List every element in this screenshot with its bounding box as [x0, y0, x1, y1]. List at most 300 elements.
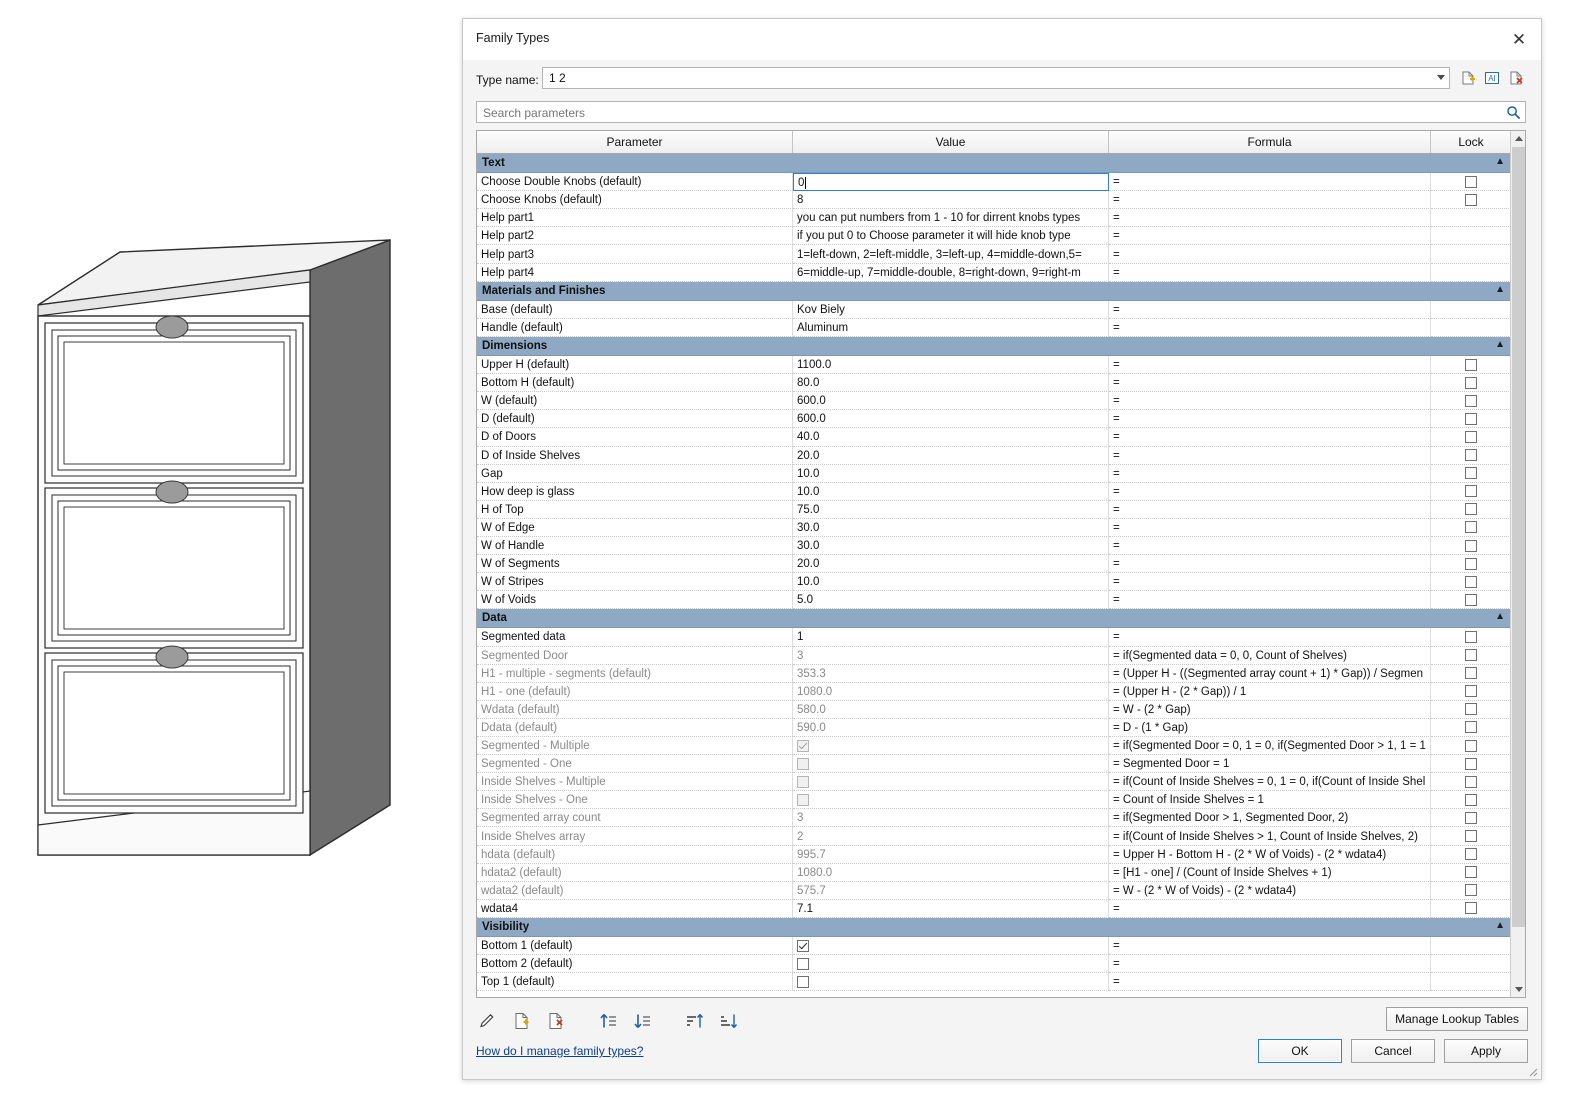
- parameter-formula-cell[interactable]: =: [1109, 973, 1431, 991]
- table-row[interactable]: [477, 447, 1511, 465]
- parameter-value-cell[interactable]: [793, 773, 1109, 791]
- table-row[interactable]: [477, 955, 1511, 973]
- parameter-value-cell[interactable]: [793, 173, 1109, 191]
- parameter-name-cell: Segmented - Multiple: [477, 737, 793, 755]
- parameter-lock-cell[interactable]: [1431, 519, 1511, 537]
- parameter-formula-cell[interactable]: =: [1109, 191, 1431, 209]
- parameter-formula-cell[interactable]: = (Upper H - (2 * Gap)) / 1: [1109, 683, 1431, 701]
- parameter-group-header[interactable]: [477, 337, 1511, 356]
- collapse-group-icon[interactable]: ▲: [1495, 283, 1505, 295]
- parameter-lock-cell[interactable]: [1431, 392, 1511, 410]
- cancel-button[interactable]: Cancel: [1351, 1039, 1435, 1063]
- parameter-lock-cell[interactable]: [1431, 501, 1511, 519]
- parameter-value-cell[interactable]: [793, 809, 1109, 827]
- parameter-value-cell[interactable]: [793, 245, 1109, 263]
- table-row[interactable]: [477, 501, 1511, 519]
- parameter-value-cell[interactable]: [793, 374, 1109, 392]
- parameter-formula-cell[interactable]: =: [1109, 555, 1431, 573]
- parameter-value-text: 995.7: [797, 848, 826, 861]
- parameter-formula-cell[interactable]: =: [1109, 264, 1431, 282]
- parameter-name-cell: Inside Shelves - Multiple: [477, 773, 793, 791]
- parameter-lock-cell[interactable]: [1431, 465, 1511, 483]
- table-row[interactable]: [477, 647, 1511, 665]
- search-icon[interactable]: [1506, 105, 1521, 120]
- parameter-name-cell: Bottom 2 (default): [477, 955, 793, 973]
- parameter-value-cell[interactable]: [793, 701, 1109, 719]
- parameter-name-cell: Help part2: [477, 227, 793, 245]
- parameter-value-text: 353.3: [797, 667, 826, 680]
- scrollbar-thumb[interactable]: [1512, 147, 1525, 927]
- table-row[interactable]: [477, 791, 1511, 809]
- parameter-name-cell: Segmented array count: [477, 809, 793, 827]
- search-input[interactable]: [481, 102, 1485, 124]
- parameter-lock-cell[interactable]: [1431, 591, 1511, 609]
- parameter-formula-cell[interactable]: =: [1109, 591, 1431, 609]
- chevron-down-icon[interactable]: [1437, 75, 1445, 80]
- parameter-lock-cell[interactable]: [1431, 264, 1511, 282]
- table-row[interactable]: [477, 846, 1511, 864]
- table-row[interactable]: [477, 245, 1511, 263]
- parameter-value-text: Kov Biely: [797, 303, 845, 316]
- lock-checkbox[interactable]: [1465, 576, 1477, 588]
- parameter-name-cell: Segmented data: [477, 628, 793, 646]
- move-up-button[interactable]: [596, 1009, 620, 1033]
- lock-checkbox[interactable]: [1465, 812, 1477, 824]
- parameter-value-cell[interactable]: [793, 319, 1109, 337]
- lock-checkbox[interactable]: [1465, 794, 1477, 806]
- parameter-formula-cell[interactable]: = (Upper H - ((Segmented array count + 1) * Gap)) / Segmen: [1109, 665, 1431, 683]
- parameter-value-cell[interactable]: [793, 591, 1109, 609]
- parameter-value-text: if you put 0 to Choose parameter it will hide knob type: [797, 230, 1071, 243]
- parameter-formula-cell[interactable]: =: [1109, 519, 1431, 537]
- lock-checkbox[interactable]: [1465, 830, 1477, 842]
- table-row[interactable]: [477, 410, 1511, 428]
- parameter-value-cell[interactable]: [793, 537, 1109, 555]
- table-row[interactable]: [477, 319, 1511, 337]
- parameter-formula-cell[interactable]: =: [1109, 301, 1431, 319]
- parameter-value-cell[interactable]: [793, 227, 1109, 245]
- table-row[interactable]: [477, 864, 1511, 882]
- parameter-lock-cell[interactable]: [1431, 209, 1511, 227]
- parameter-lock-cell[interactable]: [1431, 846, 1511, 864]
- table-row[interactable]: [477, 665, 1511, 683]
- parameter-formula-cell[interactable]: = if(Count of Inside Shelves = 0, 1 = 0, if(Count of Inside Shel: [1109, 773, 1431, 791]
- parameter-formula-cell[interactable]: =: [1109, 573, 1431, 591]
- parameter-lock-cell[interactable]: [1431, 410, 1511, 428]
- parameter-lock-cell[interactable]: [1431, 374, 1511, 392]
- parameter-value-cell[interactable]: [793, 791, 1109, 809]
- parameter-name-cell: Handle (default): [477, 319, 793, 337]
- parameter-value-cell[interactable]: [793, 900, 1109, 918]
- parameter-lock-cell[interactable]: [1431, 937, 1511, 955]
- scroll-up-icon[interactable]: [1511, 131, 1526, 146]
- value-checkbox[interactable]: [797, 776, 809, 788]
- collapse-group-icon[interactable]: ▲: [1495, 611, 1505, 623]
- lock-checkbox[interactable]: [1465, 740, 1477, 752]
- parameter-formula-cell[interactable]: =: [1109, 447, 1431, 465]
- sort-ascending-button[interactable]: [682, 1009, 706, 1033]
- parameter-formula-cell[interactable]: =: [1109, 537, 1431, 555]
- parameter-name-cell: wdata2 (default): [477, 882, 793, 900]
- parameter-formula-cell[interactable]: =: [1109, 374, 1431, 392]
- parameter-value-text: you can put numbers from 1 - 10 for dirrent knobs types: [797, 212, 1081, 225]
- parameter-value-text: 8: [797, 194, 804, 207]
- parameter-value-cell[interactable]: [793, 191, 1109, 209]
- parameter-name-cell: Top 1 (default): [477, 973, 793, 991]
- table-row[interactable]: [477, 809, 1511, 827]
- collapse-group-icon[interactable]: ▲: [1495, 156, 1505, 167]
- parameter-value-cell[interactable]: [793, 356, 1109, 374]
- parameter-name-cell: Help part3: [477, 245, 793, 263]
- parameter-value-cell[interactable]: [793, 937, 1109, 955]
- parameter-value-cell[interactable]: [793, 628, 1109, 646]
- lock-checkbox[interactable]: [1465, 449, 1477, 461]
- lock-checkbox[interactable]: [1465, 703, 1477, 715]
- parameter-value-text: Aluminum: [797, 321, 849, 334]
- value-checkbox[interactable]: [797, 794, 809, 806]
- parameter-lock-cell[interactable]: [1431, 882, 1511, 900]
- lock-checkbox[interactable]: [1465, 467, 1477, 479]
- lock-checkbox[interactable]: [1465, 395, 1477, 407]
- scroll-down-icon[interactable]: [1511, 982, 1526, 997]
- table-row[interactable]: [477, 483, 1511, 501]
- table-row[interactable]: [477, 537, 1511, 555]
- search-parameters-row[interactable]: [476, 101, 1526, 123]
- parameter-lock-cell[interactable]: [1431, 447, 1511, 465]
- parameter-name-cell: Inside Shelves - One: [477, 791, 793, 809]
- parameter-lock-cell[interactable]: [1431, 227, 1511, 245]
- parameter-lock-cell[interactable]: [1431, 245, 1511, 263]
- parameter-value-cell[interactable]: [793, 973, 1109, 991]
- parameter-name-cell: W of Edge: [477, 519, 793, 537]
- lock-checkbox[interactable]: [1465, 431, 1477, 443]
- parameter-name-cell: Choose Double Knobs (default): [477, 173, 793, 191]
- parameter-value-cell[interactable]: [793, 483, 1109, 501]
- dialog-buttons: [1258, 1039, 1528, 1063]
- table-row[interactable]: [477, 882, 1511, 900]
- parameter-formula-cell[interactable]: =: [1109, 501, 1431, 519]
- parameter-name-cell: Segmented Door: [477, 647, 793, 665]
- parameter-name-cell: D of Inside Shelves: [477, 447, 793, 465]
- parameter-value-text: 575.7: [797, 884, 826, 897]
- parameter-group-label: Text: [482, 157, 505, 170]
- resize-grip[interactable]: [1526, 1065, 1538, 1077]
- table-row[interactable]: [477, 356, 1511, 374]
- parameter-value-cell[interactable]: [793, 209, 1109, 227]
- parameter-value-cell[interactable]: [793, 465, 1109, 483]
- table-row[interactable]: [477, 701, 1511, 719]
- lock-checkbox[interactable]: [1465, 558, 1477, 570]
- lock-checkbox[interactable]: [1465, 377, 1477, 389]
- table-row[interactable]: [477, 555, 1511, 573]
- type-name-row: [463, 67, 1541, 97]
- lock-checkbox[interactable]: [1465, 685, 1477, 697]
- parameter-formula-cell[interactable]: =: [1109, 319, 1431, 337]
- lock-checkbox[interactable]: [1465, 721, 1477, 733]
- parameter-name-cell: Gap: [477, 465, 793, 483]
- parameter-value-cell[interactable]: [793, 573, 1109, 591]
- column-header-value[interactable]: Value: [793, 131, 1109, 153]
- lock-checkbox[interactable]: [1465, 485, 1477, 497]
- parameter-name-cell: H1 - multiple - segments (default): [477, 665, 793, 683]
- table-body: [477, 154, 1511, 998]
- parameter-lock-cell[interactable]: [1431, 301, 1511, 319]
- lock-checkbox[interactable]: [1465, 594, 1477, 606]
- parameter-value-text: 6=middle-up, 7=middle-double, 8=right-down, 9=right-m: [797, 266, 1081, 279]
- parameter-formula-cell[interactable]: =: [1109, 628, 1431, 646]
- parameter-value-text: 600.0: [797, 413, 826, 426]
- parameter-lock-cell[interactable]: [1431, 900, 1511, 918]
- parameter-formula-cell[interactable]: =: [1109, 483, 1431, 501]
- table-row[interactable]: [477, 827, 1511, 845]
- parameter-lock-cell[interactable]: [1431, 665, 1511, 683]
- table-row[interactable]: [477, 573, 1511, 591]
- parameter-group-header[interactable]: [477, 282, 1511, 301]
- table-row[interactable]: [477, 773, 1511, 791]
- parameter-value-text: 1=left-down, 2=left-middle, 3=left-up, 4=middle-down,5=: [797, 248, 1082, 261]
- parameter-formula-cell[interactable]: = if(Segmented data = 0, 0, Count of Shelves): [1109, 647, 1431, 665]
- parameter-name-cell: Help part4: [477, 264, 793, 282]
- parameter-formula-cell[interactable]: =: [1109, 428, 1431, 446]
- parameter-value-cell[interactable]: [793, 955, 1109, 973]
- parameter-value-text: 1080.0: [797, 866, 833, 879]
- lock-checkbox[interactable]: [1465, 884, 1477, 896]
- parameter-lock-cell[interactable]: [1431, 537, 1511, 555]
- parameter-value-cell[interactable]: [793, 737, 1109, 755]
- lock-checkbox[interactable]: [1465, 194, 1477, 206]
- parameter-value-cell[interactable]: [793, 864, 1109, 882]
- value-checkbox[interactable]: [797, 758, 809, 770]
- parameter-name-cell: D (default): [477, 410, 793, 428]
- parameter-formula-cell[interactable]: = [H1 - one] / (Count of Inside Shelves + 1): [1109, 864, 1431, 882]
- parameter-value-cell[interactable]: [793, 683, 1109, 701]
- parameter-formula-cell[interactable]: =: [1109, 356, 1431, 374]
- parameter-value-text: 590.0: [797, 721, 826, 734]
- table-row[interactable]: [477, 937, 1511, 955]
- table-row[interactable]: [477, 374, 1511, 392]
- parameter-value-text: 40.0: [797, 431, 820, 444]
- parameter-lock-cell[interactable]: [1431, 719, 1511, 737]
- lock-checkbox[interactable]: [1465, 359, 1477, 371]
- parameter-lock-cell[interactable]: [1431, 173, 1511, 191]
- table-row[interactable]: [477, 191, 1511, 209]
- table-row[interactable]: [477, 428, 1511, 446]
- parameter-value-text: 1100.0: [797, 359, 832, 372]
- parameter-value-text: 10.0: [797, 576, 820, 589]
- parameter-lock-cell[interactable]: [1431, 483, 1511, 501]
- lock-checkbox[interactable]: [1465, 521, 1477, 533]
- lock-checkbox[interactable]: [1465, 866, 1477, 878]
- close-icon[interactable]: ✕: [1511, 29, 1527, 49]
- parameter-lock-cell[interactable]: [1431, 356, 1511, 374]
- parameter-value-cell[interactable]: [793, 555, 1109, 573]
- parameter-value-cell[interactable]: [793, 447, 1109, 465]
- table-row[interactable]: [477, 209, 1511, 227]
- parameter-group-header[interactable]: [477, 154, 1511, 173]
- table-row[interactable]: [477, 591, 1511, 609]
- parameter-lock-cell[interactable]: [1431, 683, 1511, 701]
- parameter-value-text: 10.0: [797, 467, 820, 480]
- table-row[interactable]: [477, 227, 1511, 245]
- parameter-formula-cell[interactable]: = if(Segmented Door > 1, Segmented Door, 2): [1109, 809, 1431, 827]
- table-vertical-scrollbar[interactable]: [1510, 131, 1525, 997]
- table-row[interactable]: [477, 973, 1511, 991]
- parameter-formula-cell[interactable]: = if(Count of Inside Shelves > 1, Count of Inside Shelves, 2): [1109, 827, 1431, 845]
- table-row[interactable]: [477, 519, 1511, 537]
- table-row[interactable]: [477, 755, 1511, 773]
- cabinet-illustration: [20, 230, 440, 890]
- type-name-combobox[interactable]: [542, 67, 1450, 89]
- lock-checkbox[interactable]: [1465, 902, 1477, 914]
- parameter-formula-cell[interactable]: =: [1109, 900, 1431, 918]
- parameter-group-header[interactable]: [477, 609, 1511, 628]
- parameter-formula-cell[interactable]: = if(Segmented Door = 0, 1 = 0, if(Segmented Door > 1, 1 = 1: [1109, 737, 1431, 755]
- value-checkbox[interactable]: [797, 940, 809, 952]
- table-row[interactable]: [477, 628, 1511, 646]
- parameter-formula-cell[interactable]: =: [1109, 937, 1431, 955]
- collapse-group-icon[interactable]: ▲: [1495, 338, 1505, 350]
- parameter-lock-cell[interactable]: [1431, 955, 1511, 973]
- parameter-formula-cell[interactable]: =: [1109, 955, 1431, 973]
- parameter-value-cell[interactable]: [793, 647, 1109, 665]
- delete-type-icon[interactable]: [1505, 67, 1527, 89]
- lock-checkbox[interactable]: [1465, 503, 1477, 515]
- parameter-value-cell[interactable]: [793, 501, 1109, 519]
- parameter-lock-cell[interactable]: [1431, 555, 1511, 573]
- parameter-name-cell: Upper H (default): [477, 356, 793, 374]
- parameter-lock-cell[interactable]: [1431, 864, 1511, 882]
- column-header-lock[interactable]: Lock: [1458, 135, 1484, 149]
- parameter-formula-cell[interactable]: =: [1109, 245, 1431, 263]
- parameter-value-cell[interactable]: [793, 755, 1109, 773]
- parameter-formula-cell[interactable]: =: [1109, 410, 1431, 428]
- lock-checkbox[interactable]: [1465, 776, 1477, 788]
- table-row[interactable]: [477, 900, 1511, 918]
- parameter-lock-cell[interactable]: [1431, 809, 1511, 827]
- parameter-lock-cell[interactable]: [1431, 827, 1511, 845]
- table-header: [477, 131, 1525, 154]
- parameter-value-cell[interactable]: [793, 301, 1109, 319]
- parameter-formula-cell[interactable]: =: [1109, 392, 1431, 410]
- lock-checkbox[interactable]: [1465, 631, 1477, 643]
- value-checkbox[interactable]: [797, 740, 809, 752]
- lock-checkbox[interactable]: [1465, 848, 1477, 860]
- parameter-formula-cell[interactable]: =: [1109, 209, 1431, 227]
- parameter-name-cell: Inside Shelves array: [477, 827, 793, 845]
- parameter-formula-cell[interactable]: =: [1109, 227, 1431, 245]
- ok-button[interactable]: OK: [1258, 1039, 1342, 1063]
- table-row[interactable]: [477, 737, 1511, 755]
- lock-checkbox[interactable]: [1465, 540, 1477, 552]
- parameter-value-cell[interactable]: [793, 827, 1109, 845]
- parameter-formula-cell[interactable]: = Upper H - Bottom H - (2 * W of Voids) - (2 * wdata4): [1109, 846, 1431, 864]
- parameter-value-cell[interactable]: [793, 719, 1109, 737]
- collapse-group-icon[interactable]: ▲: [1495, 919, 1505, 931]
- parameter-formula-cell[interactable]: = W - (2 * W of Voids) - (2 * wdata4): [1109, 882, 1431, 900]
- parameter-value-cell[interactable]: [793, 846, 1109, 864]
- apply-button[interactable]: Apply: [1444, 1039, 1528, 1063]
- parameter-lock-cell[interactable]: [1431, 737, 1511, 755]
- parameter-lock-cell[interactable]: [1431, 628, 1511, 646]
- table-row[interactable]: [477, 392, 1511, 410]
- lock-checkbox[interactable]: [1465, 758, 1477, 770]
- parameter-value-cell[interactable]: [793, 428, 1109, 446]
- parameter-value-cell[interactable]: [793, 882, 1109, 900]
- parameter-lock-cell[interactable]: [1431, 973, 1511, 991]
- column-header-parameter[interactable]: Parameter: [477, 131, 793, 153]
- parameter-lock-cell[interactable]: [1431, 647, 1511, 665]
- parameter-lock-cell[interactable]: [1431, 791, 1511, 809]
- table-row[interactable]: [477, 719, 1511, 737]
- parameter-formula-cell[interactable]: = W - (2 * Gap): [1109, 701, 1431, 719]
- parameter-formula-cell[interactable]: =: [1109, 465, 1431, 483]
- parameter-lock-cell[interactable]: [1431, 573, 1511, 591]
- parameter-value-text: 0: [798, 176, 805, 189]
- parameter-value-cell[interactable]: [793, 665, 1109, 683]
- table-row[interactable]: [477, 173, 1511, 191]
- parameter-value-cell[interactable]: [793, 410, 1109, 428]
- parameter-name-cell: Segmented - One: [477, 755, 793, 773]
- lock-checkbox[interactable]: [1465, 667, 1477, 679]
- remove-parameter-button[interactable]: [544, 1009, 568, 1033]
- parameter-name-cell: W of Segments: [477, 555, 793, 573]
- table-row[interactable]: [477, 683, 1511, 701]
- parameter-formula-cell[interactable]: = D - (1 * Gap): [1109, 719, 1431, 737]
- parameter-value-text: 80.0: [797, 377, 820, 390]
- edit-parameter-button[interactable]: [476, 1009, 500, 1033]
- new-parameter-button[interactable]: [510, 1009, 534, 1033]
- parameter-formula-cell[interactable]: =: [1109, 173, 1431, 191]
- parameter-value-text: 3: [797, 812, 804, 825]
- table-row[interactable]: [477, 301, 1511, 319]
- parameter-value-cell[interactable]: [793, 392, 1109, 410]
- parameter-value-cell[interactable]: [793, 519, 1109, 537]
- rename-type-icon[interactable]: [1481, 67, 1503, 89]
- value-checkbox[interactable]: [797, 958, 809, 970]
- lock-checkbox[interactable]: [1465, 176, 1477, 188]
- table-row[interactable]: [477, 465, 1511, 483]
- lock-checkbox[interactable]: [1465, 413, 1477, 425]
- parameter-name-cell: hdata2 (default): [477, 864, 793, 882]
- table-row[interactable]: [477, 264, 1511, 282]
- parameter-lock-cell[interactable]: [1431, 191, 1511, 209]
- parameter-group-header[interactable]: [477, 918, 1511, 937]
- parameter-lock-cell[interactable]: [1431, 319, 1511, 337]
- lock-checkbox[interactable]: [1465, 649, 1477, 661]
- parameter-value-cell[interactable]: [793, 264, 1109, 282]
- sort-descending-button[interactable]: [716, 1009, 740, 1033]
- parameter-lock-cell[interactable]: [1431, 428, 1511, 446]
- manage-lookup-tables-button[interactable]: Manage Lookup Tables: [1386, 1007, 1528, 1031]
- parameter-formula-cell[interactable]: = Count of Inside Shelves = 1: [1109, 791, 1431, 809]
- move-down-button[interactable]: [630, 1009, 654, 1033]
- new-type-icon[interactable]: [1457, 67, 1479, 89]
- parameter-value-text: 30.0: [797, 540, 820, 553]
- parameter-name-cell: hdata (default): [477, 846, 793, 864]
- parameter-lock-cell[interactable]: [1431, 773, 1511, 791]
- parameter-name-cell: W (default): [477, 392, 793, 410]
- column-header-formula[interactable]: Formula: [1109, 131, 1431, 153]
- parameter-value-text: 580.0: [797, 703, 826, 716]
- parameter-lock-cell[interactable]: [1431, 755, 1511, 773]
- value-checkbox[interactable]: [797, 976, 809, 988]
- parameter-formula-cell[interactable]: = Segmented Door = 1: [1109, 755, 1431, 773]
- parameter-name-cell: H1 - one (default): [477, 683, 793, 701]
- type-name-label: Type name:: [476, 73, 539, 87]
- parameter-lock-cell[interactable]: [1431, 701, 1511, 719]
- help-link[interactable]: How do I manage family types?: [476, 1044, 644, 1058]
- parameter-value-text: 30.0: [797, 521, 820, 534]
